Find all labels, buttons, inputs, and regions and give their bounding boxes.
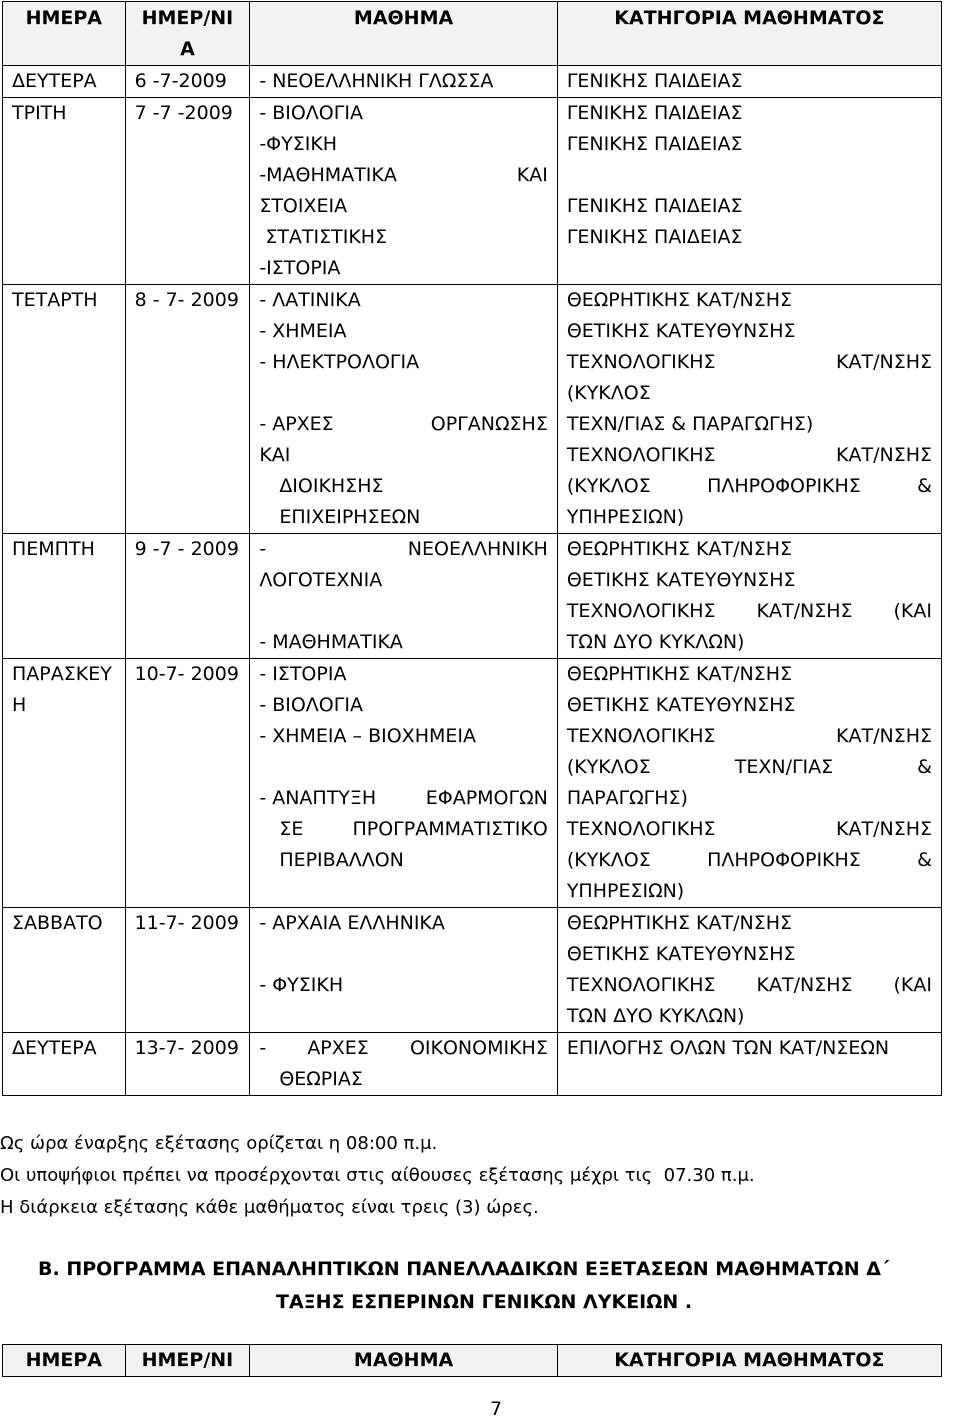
cell-day: ΤΡΙΤΗ — [3, 98, 126, 285]
section-heading — [38, 1253, 958, 1319]
section-heading-line2: ΤΑΞΗΣ ΕΣΠΕΡΙΝΩΝ ΓΕΝΙΚΩΝ ΛΥΚΕΙΩΝ . — [276, 1291, 693, 1313]
table-row — [3, 98, 942, 285]
cell-date: 9 -7 - 2009 — [125, 534, 250, 659]
table-row — [3, 534, 942, 659]
cell-course: - ΑΡΧΑΙΑ ΕΛΛΗΝΙΚΑ - ΦΥΣΙΚΗ — [250, 908, 558, 1033]
section-heading-line1: Β. ΠΡΟΓΡΑΜΜΑ ΕΠΑΝΑΛΗΠΤΙΚΩΝ ΠΑΝΕΛΛΑΔΙΚΩΝ ΕΞΕΤΑΣΕΩΝ ΜΑΘΗΜΑΤΩΝ Δ΄ — [38, 1258, 890, 1280]
cell-day: ΠΕΜΠΤΗ — [3, 534, 126, 659]
table-row — [3, 285, 942, 534]
note-arrival-time: Οι υποψήφιοι πρέπει να προσέρχονται στις αίθουσες εξέτασης μέχρι τις 07.30 π.μ. — [0, 1165, 755, 1186]
cell-course: - ΝΕΟΕΛΛΗΝΙΚΗ ΛΟΓΟΤΕΧΝΙΑ - ΜΑΘΗΜΑΤΙΚΑ — [250, 534, 558, 659]
cell-date: 11-7- 2009 — [125, 908, 250, 1033]
cell-course: - ΑΡΧΕΣ ΟΙΚΟΝΟΜΙΚΗΣ ΘΕΩΡΙΑΣ — [250, 1033, 558, 1096]
cell-course: - ΒΙΟΛΟΓΙΑ -ΦΥΣΙΚΗ -ΜΑΘΗΜΑΤΙΚΑ ΚΑΙ ΣΤΟΙΧΕΙΑ ΣΤΑΤΙΣΤΙΚΗΣ -ΙΣΤΟΡΙΑ — [250, 98, 558, 285]
table-header-row — [3, 2, 942, 66]
note-start-time: Ως ώρα έναρξης εξέτασης ορίζεται η 08:00 π.μ. — [0, 1133, 438, 1154]
table-row — [3, 908, 942, 1033]
exam-notes — [0, 1128, 755, 1224]
header-course: ΜΑΘΗΜΑ — [250, 1345, 558, 1377]
cell-date: 8 - 7- 2009 — [125, 285, 250, 534]
header-course: ΜΑΘΗΜΑ — [250, 2, 558, 66]
table-header-row — [3, 1345, 942, 1377]
cell-date: 6 -7-2009 — [125, 66, 250, 98]
header-day: ΗΜΕΡΑ — [3, 1345, 126, 1377]
cell-category: ΘΕΩΡΗΤΙΚΗΣ ΚΑΤ/ΝΣΗΣ ΘΕΤΙΚΗΣ ΚΑΤΕΥΘΥΝΣΗΣ ΤΕΧΝΟΛΟΓΙΚΗΣ ΚΑΤ/ΝΣΗΣ (ΚΥΚΛΟΣ ΤΕΧΝ/ΓΙΑΣ & ΠΑΡΑΓΩΓΗΣ) ΤΕΧΝΟΛΟΓΙΚΗΣ ΚΑΤ/ΝΣΗΣ (ΚΥΚΛΟΣ ΠΛΗΡΟΦΟΡΙΚΗΣ & ΥΠΗΡΕΣΙΩΝ) — [557, 285, 941, 534]
cell-date: 13-7- 2009 — [125, 1033, 250, 1096]
header-date: ΗΜΕΡ/ΝΙ Α — [125, 2, 250, 66]
cell-date: 10-7- 2009 — [125, 659, 250, 908]
header-category: ΚΑΤΗΓΟΡΙΑ ΜΑΘΗΜΑΤΟΣ — [557, 1345, 941, 1377]
cell-day: ΠΑΡΑΣΚΕΥ Η — [3, 659, 126, 908]
header-date: ΗΜΕΡ/ΝΙ — [125, 1345, 250, 1377]
exam-schedule-table — [2, 1, 942, 1096]
cell-day: ΤΕΤΑΡΤΗ — [3, 285, 126, 534]
table-row — [3, 1033, 942, 1096]
cell-course: - ΛΑΤΙΝΙΚΑ - ΧΗΜΕΙΑ - ΗΛΕΚΤΡΟΛΟΓΙΑ - ΑΡΧΕΣ ΟΡΓΑΝΩΣΗΣ ΚΑΙ ΔΙΟΙΚΗΣΗΣ ΕΠΙΧΕΙΡΗΣΕΩΝ — [250, 285, 558, 534]
cell-course: - ΙΣΤΟΡΙΑ - ΒΙΟΛΟΓΙΑ - ΧΗΜΕΙΑ – ΒΙΟΧΗΜΕΙΑ - ΑΝΑΠΤΥΞΗ ΕΦΑΡΜΟΓΩΝ ΣΕ ΠΡΟΓΡΑΜΜΑΤΙΣΤΙΚΟ ΠΕΡΙΒΑΛΛΟΝ — [250, 659, 558, 908]
cell-course: - ΝΕΟΕΛΛΗΝΙΚΗ ΓΛΩΣΣΑ — [250, 66, 558, 98]
cell-category: ΘΕΩΡΗΤΙΚΗΣ ΚΑΤ/ΝΣΗΣ ΘΕΤΙΚΗΣ ΚΑΤΕΥΘΥΝΣΗΣ ΤΕΧΝΟΛΟΓΙΚΗΣ ΚΑΤ/ΝΣΗΣ (ΚΑΙ ΤΩΝ ΔΥΟ ΚΥΚΛΩΝ) — [557, 534, 941, 659]
cell-date: 7 -7 -2009 — [125, 98, 250, 285]
page-number: 7 — [490, 1398, 503, 1420]
cell-day: ΔΕΥΤΕΡΑ — [3, 66, 126, 98]
cell-category: ΕΠΙΛΟΓΗΣ ΟΛΩΝ ΤΩΝ ΚΑΤ/ΝΣΕΩΝ — [557, 1033, 941, 1096]
cell-category: ΓΕΝΙΚΗΣ ΠΑΙΔΕΙΑΣ — [557, 66, 941, 98]
cell-category: ΘΕΩΡΗΤΙΚΗΣ ΚΑΤ/ΝΣΗΣ ΘΕΤΙΚΗΣ ΚΑΤΕΥΘΥΝΣΗΣ ΤΕΧΝΟΛΟΓΙΚΗΣ ΚΑΤ/ΝΣΗΣ (ΚΑΙ ΤΩΝ ΔΥΟ ΚΥΚΛΩΝ) — [557, 908, 941, 1033]
cell-day: ΣΑΒΒΑΤΟ — [3, 908, 126, 1033]
cell-category: ΘΕΩΡΗΤΙΚΗΣ ΚΑΤ/ΝΣΗΣ ΘΕΤΙΚΗΣ ΚΑΤΕΥΘΥΝΣΗΣ ΤΕΧΝΟΛΟΓΙΚΗΣ ΚΑΤ/ΝΣΗΣ (ΚΥΚΛΟΣ ΤΕΧΝ/ΓΙΑΣ & ΠΑΡΑΓΩΓΗΣ) ΤΕΧΝΟΛΟΓΙΚΗΣ ΚΑΤ/ΝΣΗΣ (ΚΥΚΛΟΣ ΠΛΗΡΟΦΟΡΙΚΗΣ & ΥΠΗΡΕΣΙΩΝ) — [557, 659, 941, 908]
cell-category: ΓΕΝΙΚΗΣ ΠΑΙΔΕΙΑΣ ΓΕΝΙΚΗΣ ΠΑΙΔΕΙΑΣ ΓΕΝΙΚΗΣ ΠΑΙΔΕΙΑΣ ΓΕΝΙΚΗΣ ΠΑΙΔΕΙΑΣ — [557, 98, 941, 285]
cell-day: ΔΕΥΤΕΡΑ — [3, 1033, 126, 1096]
repeat-exam-schedule-table — [2, 1344, 942, 1377]
table-row — [3, 66, 942, 98]
table-row — [3, 659, 942, 908]
header-category: ΚΑΤΗΓΟΡΙΑ ΜΑΘΗΜΑΤΟΣ — [557, 2, 941, 66]
header-day: ΗΜΕΡΑ — [3, 2, 126, 66]
note-duration: Η διάρκεια εξέτασης κάθε μαθήματος είναι τρεις (3) ώρες. — [0, 1197, 539, 1218]
